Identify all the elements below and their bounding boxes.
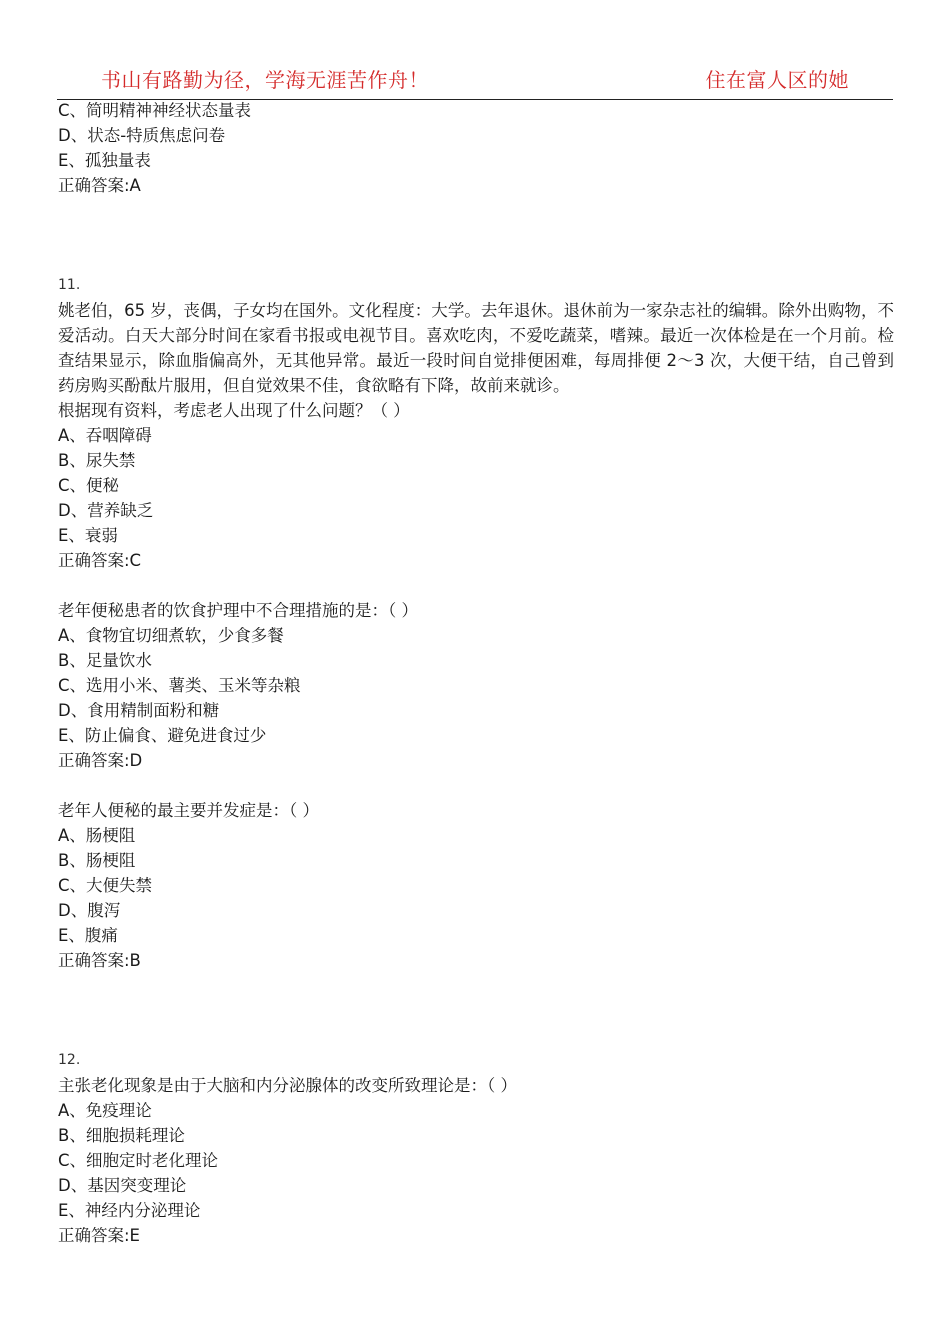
option-e: E、防止偏食、避免进食过少 <box>58 726 267 745</box>
option-d: D、食用精制面粉和糖 <box>58 701 220 720</box>
sub-question-2 <box>58 598 894 773</box>
question-number: 12. <box>58 1052 81 1068</box>
correct-answer: 正确答案:B <box>58 951 141 970</box>
spacer <box>58 773 894 798</box>
question-stem: 根据现有资料，考虑老人出现了什么问题？（ ） <box>58 401 410 420</box>
option-c: C、便秘 <box>58 476 120 495</box>
option-b: B、足量饮水 <box>58 651 152 670</box>
correct-answer: 正确答案:E <box>58 1226 140 1245</box>
question-12 <box>58 1048 894 1248</box>
question-stem: 主张老化现象是由于大脑和内分泌腺体的改变所致理论是：（ ） <box>58 1076 517 1095</box>
sub-question-1 <box>58 398 894 573</box>
spacer <box>58 973 894 1048</box>
option-d: D、基因突变理论 <box>58 1176 187 1195</box>
document-body <box>58 98 894 1248</box>
correct-answer: 正确答案:A <box>58 176 141 195</box>
case-description: 姚老伯，65 岁，丧偶，子女均在国外。文化程度：大学。去年退休。退休前为一家杂志社的编辑。除外出购物，不爱活动。白天大部分时间在家看书报或电视节目。喜欢吃肉，不爱吃蔬菜，嗜辣。最近一次体检是在一个月前。检查结果显示，除血脂偏高外，无其他异常。最近一段时间自觉排便困难，每周排便 2～3 次，大便干结，自己曾到药房购买酚酞片服用，但自觉效果不佳，食欲略有下降，故前来就诊。 <box>58 301 894 395</box>
option-c: C、简明精神神经状态量表 <box>58 101 252 120</box>
sub-question-3 <box>58 798 894 973</box>
question-stem: 老年便秘患者的饮食护理中不合理措施的是：（ ） <box>58 601 418 620</box>
spacer <box>58 573 894 598</box>
option-d: D、腹泻 <box>58 901 121 920</box>
option-c: C、细胞定时老化理论 <box>58 1151 219 1170</box>
option-d: D、营养缺乏 <box>58 501 154 520</box>
question-number: 11. <box>58 277 81 293</box>
correct-answer: 正确答案:D <box>58 751 143 770</box>
option-e: E、孤独量表 <box>58 151 151 170</box>
option-e: E、腹痛 <box>58 926 118 945</box>
header-author: 住在富人区的她 <box>705 68 849 92</box>
option-c: C、选用小米、薯类、玉米等杂粮 <box>58 676 301 695</box>
option-a: A、免疫理论 <box>58 1101 152 1120</box>
question-stem: 老年人便秘的最主要并发症是：（ ） <box>58 801 319 820</box>
option-e: E、神经内分泌理论 <box>58 1201 201 1220</box>
option-a: A、食物宜切细煮软，少食多餐 <box>58 626 284 645</box>
spacer <box>58 198 894 273</box>
option-a: A、肠梗阻 <box>58 826 136 845</box>
option-b: B、肠梗阻 <box>58 851 136 870</box>
option-d: D、状态-特质焦虑问卷 <box>58 126 226 145</box>
question-11 <box>58 273 894 973</box>
correct-answer: 正确答案:C <box>58 551 142 570</box>
option-b: B、细胞损耗理论 <box>58 1126 185 1145</box>
option-c: C、大便失禁 <box>58 876 153 895</box>
option-a: A、吞咽障碍 <box>58 426 152 445</box>
prev-question-tail <box>58 98 894 198</box>
option-b: B、尿失禁 <box>58 451 136 470</box>
option-e: E、衰弱 <box>58 526 118 545</box>
header-motto: 书山有路勤为径，学海无涯苦作舟！ <box>101 68 429 92</box>
page-header <box>57 62 893 100</box>
